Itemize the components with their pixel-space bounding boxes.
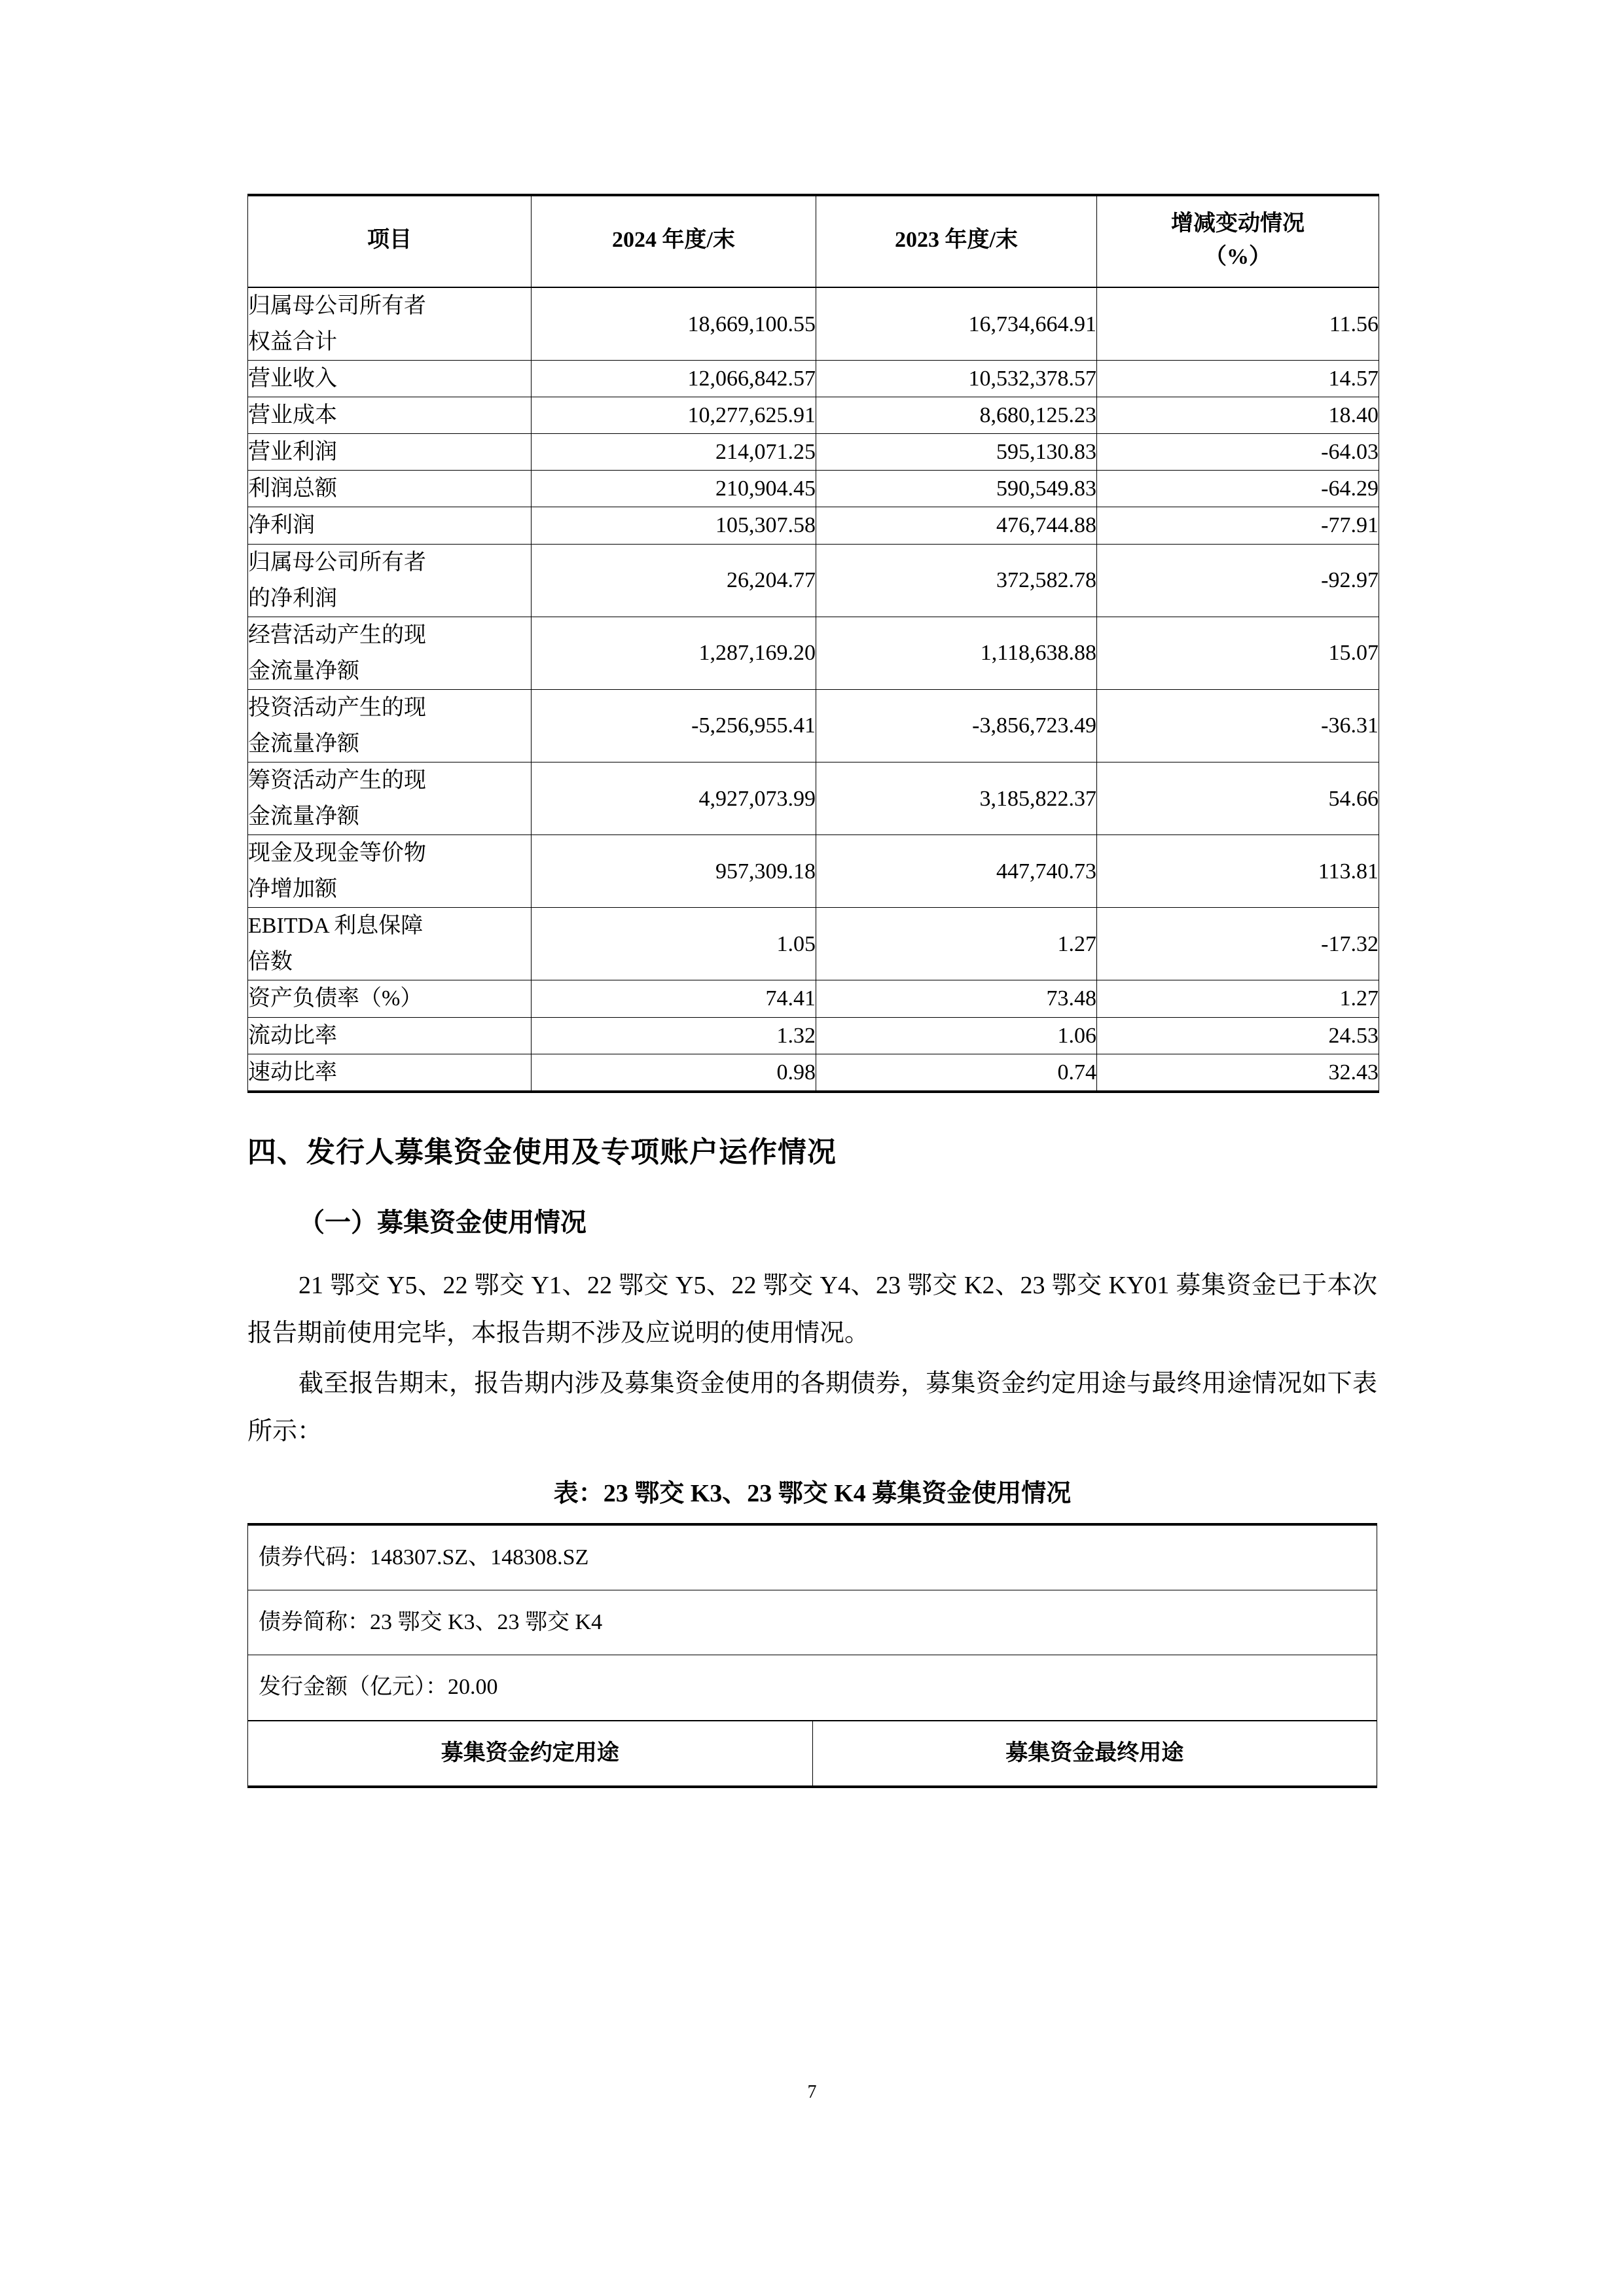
- table-row: [248, 835, 1379, 908]
- row-value-change: 11.56: [1097, 287, 1379, 361]
- col-header-2023: 2023 年度/末: [816, 195, 1097, 287]
- table-row: [248, 980, 1379, 1017]
- row-value-2024: 1.05: [532, 908, 816, 980]
- table-header: [248, 195, 1379, 287]
- row-value-change: 24.53: [1097, 1017, 1379, 1054]
- row-value-2024: 4,927,073.99: [532, 762, 816, 835]
- table-row: [248, 1524, 1377, 1590]
- section-heading: 四、发行人募集资金使用及专项账户运作情况: [247, 1136, 837, 1168]
- row-value-change: -36.31: [1097, 689, 1379, 762]
- bond-code-cell: 债券代码：148307.SZ、148308.SZ: [248, 1524, 1377, 1590]
- table-row: [248, 1590, 1377, 1655]
- row-item-line2: 权益合计: [248, 330, 337, 355]
- bond-col-final-use: 募集资金最终用途: [812, 1721, 1377, 1787]
- row-value-2024: 10,277,625.91: [532, 397, 816, 434]
- table-row: [248, 361, 1379, 397]
- row-value-2024: -5,256,955.41: [532, 689, 816, 762]
- page-number: 7: [807, 2082, 817, 2102]
- row-item-label: 流动比率: [248, 1017, 532, 1054]
- col-header-change-line1: 增减变动情况: [1171, 211, 1305, 236]
- row-value-2023: 476,744.88: [816, 507, 1097, 544]
- row-item-line2: 净增加额: [248, 877, 337, 902]
- row-item-line1: EBITDA 利息保障: [248, 914, 424, 939]
- table-row: [248, 689, 1379, 762]
- row-item-label: 速动比率: [248, 1054, 532, 1092]
- row-value-2024: 12,066,842.57: [532, 361, 816, 397]
- table-row: [248, 544, 1379, 617]
- table-row: [248, 507, 1379, 544]
- row-value-2023: 0.74: [816, 1054, 1097, 1092]
- col-header-change: [1097, 195, 1379, 287]
- row-item-label: [248, 287, 532, 361]
- col-header-2024: 2024 年度/末: [532, 195, 816, 287]
- col-header-item: 项目: [248, 195, 532, 287]
- row-item-label: 营业收入: [248, 361, 532, 397]
- row-value-2024: 0.98: [532, 1054, 816, 1092]
- bond-col-agreed-use: 募集资金约定用途: [248, 1721, 813, 1787]
- row-value-2024: 1.32: [532, 1017, 816, 1054]
- row-value-2023: -3,856,723.49: [816, 689, 1097, 762]
- row-value-2023: 1.06: [816, 1017, 1097, 1054]
- row-item-label: [248, 617, 532, 689]
- row-value-2023: 590,549.83: [816, 471, 1097, 507]
- table-row: [248, 1721, 1377, 1787]
- bond-fund-usage-table: [247, 1523, 1377, 1789]
- row-value-2024: 1,287,169.20: [532, 617, 816, 689]
- row-item-line2: 金流量净额: [248, 804, 359, 829]
- row-value-change: -64.03: [1097, 434, 1379, 471]
- row-value-2023: 10,532,378.57: [816, 361, 1097, 397]
- row-value-2023: 372,582.78: [816, 544, 1097, 617]
- table-body: [248, 287, 1379, 1092]
- row-item-label: [248, 762, 532, 835]
- row-value-change: 15.07: [1097, 617, 1379, 689]
- table-row: [248, 908, 1379, 980]
- header-row: [248, 195, 1379, 287]
- table-row: [248, 762, 1379, 835]
- row-item-label: 利润总额: [248, 471, 532, 507]
- row-item-line1: 投资活动产生的现: [248, 695, 426, 720]
- row-item-line1: 现金及现金等价物: [248, 841, 426, 866]
- row-item-label: 营业成本: [248, 397, 532, 434]
- row-value-2023: 3,185,822.37: [816, 762, 1097, 835]
- table-row: [248, 1017, 1379, 1054]
- row-value-change: 18.40: [1097, 397, 1379, 434]
- row-value-change: 32.43: [1097, 1054, 1379, 1092]
- paragraph-funds-used: 21 鄂交 Y5、22 鄂交 Y1、22 鄂交 Y5、22 鄂交 Y4、23 鄂交 K2、23 鄂交 KY01 募集资金已于本次报告期前使用完毕，本报告期不涉及应说明的使用情况。: [247, 1271, 1377, 1347]
- row-value-2024: 214,071.25: [532, 434, 816, 471]
- row-value-2024: 18,669,100.55: [532, 287, 816, 361]
- row-item-label: [248, 544, 532, 617]
- row-value-2024: 210,904.45: [532, 471, 816, 507]
- row-value-change: 1.27: [1097, 980, 1379, 1017]
- row-item-label: 净利润: [248, 507, 532, 544]
- row-value-change: -77.91: [1097, 507, 1379, 544]
- row-value-change: 54.66: [1097, 762, 1379, 835]
- page-content: [247, 0, 1377, 1788]
- row-value-2023: 16,734,664.91: [816, 287, 1097, 361]
- row-item-line2: 的净利润: [248, 586, 337, 611]
- table-row: [248, 1054, 1379, 1092]
- paragraph-report-period: 截至报告期末，报告期内涉及募集资金使用的各期债券，募集资金约定用途与最终用途情况如下表所示：: [247, 1369, 1377, 1445]
- row-item-label: 资产负债率（%）: [248, 980, 532, 1017]
- bond-table-title: 表：23 鄂交 K3、23 鄂交 K4 募集资金使用情况: [553, 1479, 1072, 1507]
- row-value-2024: 105,307.58: [532, 507, 816, 544]
- row-item-label: [248, 689, 532, 762]
- row-item-line1: 筹资活动产生的现: [248, 768, 426, 793]
- row-value-2023: 1.27: [816, 908, 1097, 980]
- table-row: [248, 471, 1379, 507]
- row-item-label: 营业利润: [248, 434, 532, 471]
- row-item-line1: 归属母公司所有者: [248, 294, 426, 318]
- row-item-line1: 归属母公司所有者: [248, 550, 426, 575]
- row-item-line1: 经营活动产生的现: [248, 622, 426, 647]
- row-value-change: 113.81: [1097, 835, 1379, 908]
- bond-table-body: [248, 1524, 1377, 1787]
- row-item-line2: 金流量净额: [248, 658, 359, 683]
- row-value-2024: 26,204.77: [532, 544, 816, 617]
- row-value-change: -92.97: [1097, 544, 1379, 617]
- table-row: [248, 287, 1379, 361]
- row-value-2023: 73.48: [816, 980, 1097, 1017]
- row-value-change: -17.32: [1097, 908, 1379, 980]
- row-value-2024: 957,309.18: [532, 835, 816, 908]
- row-value-2023: 1,118,638.88: [816, 617, 1097, 689]
- row-item-line2: 倍数: [248, 950, 293, 975]
- subsection-heading: （一）募集资金使用情况: [298, 1207, 586, 1237]
- row-value-change: -64.29: [1097, 471, 1379, 507]
- row-item-line2: 金流量净额: [248, 731, 359, 756]
- row-item-label: [248, 835, 532, 908]
- col-header-change-line2: （%）: [1204, 245, 1271, 269]
- financial-indicators-table: [247, 194, 1379, 1093]
- bond-amount-cell: 发行金额（亿元）：20.00: [248, 1655, 1377, 1721]
- row-item-label: [248, 908, 532, 980]
- table-row: [248, 434, 1379, 471]
- row-value-2023: 447,740.73: [816, 835, 1097, 908]
- row-value-2023: 8,680,125.23: [816, 397, 1097, 434]
- bond-name-cell: 债券简称：23 鄂交 K3、23 鄂交 K4: [248, 1590, 1377, 1655]
- row-value-change: 14.57: [1097, 361, 1379, 397]
- row-value-2024: 74.41: [532, 980, 816, 1017]
- table-row: [248, 397, 1379, 434]
- row-value-2023: 595,130.83: [816, 434, 1097, 471]
- table-row: [248, 1655, 1377, 1721]
- table-row: [248, 617, 1379, 689]
